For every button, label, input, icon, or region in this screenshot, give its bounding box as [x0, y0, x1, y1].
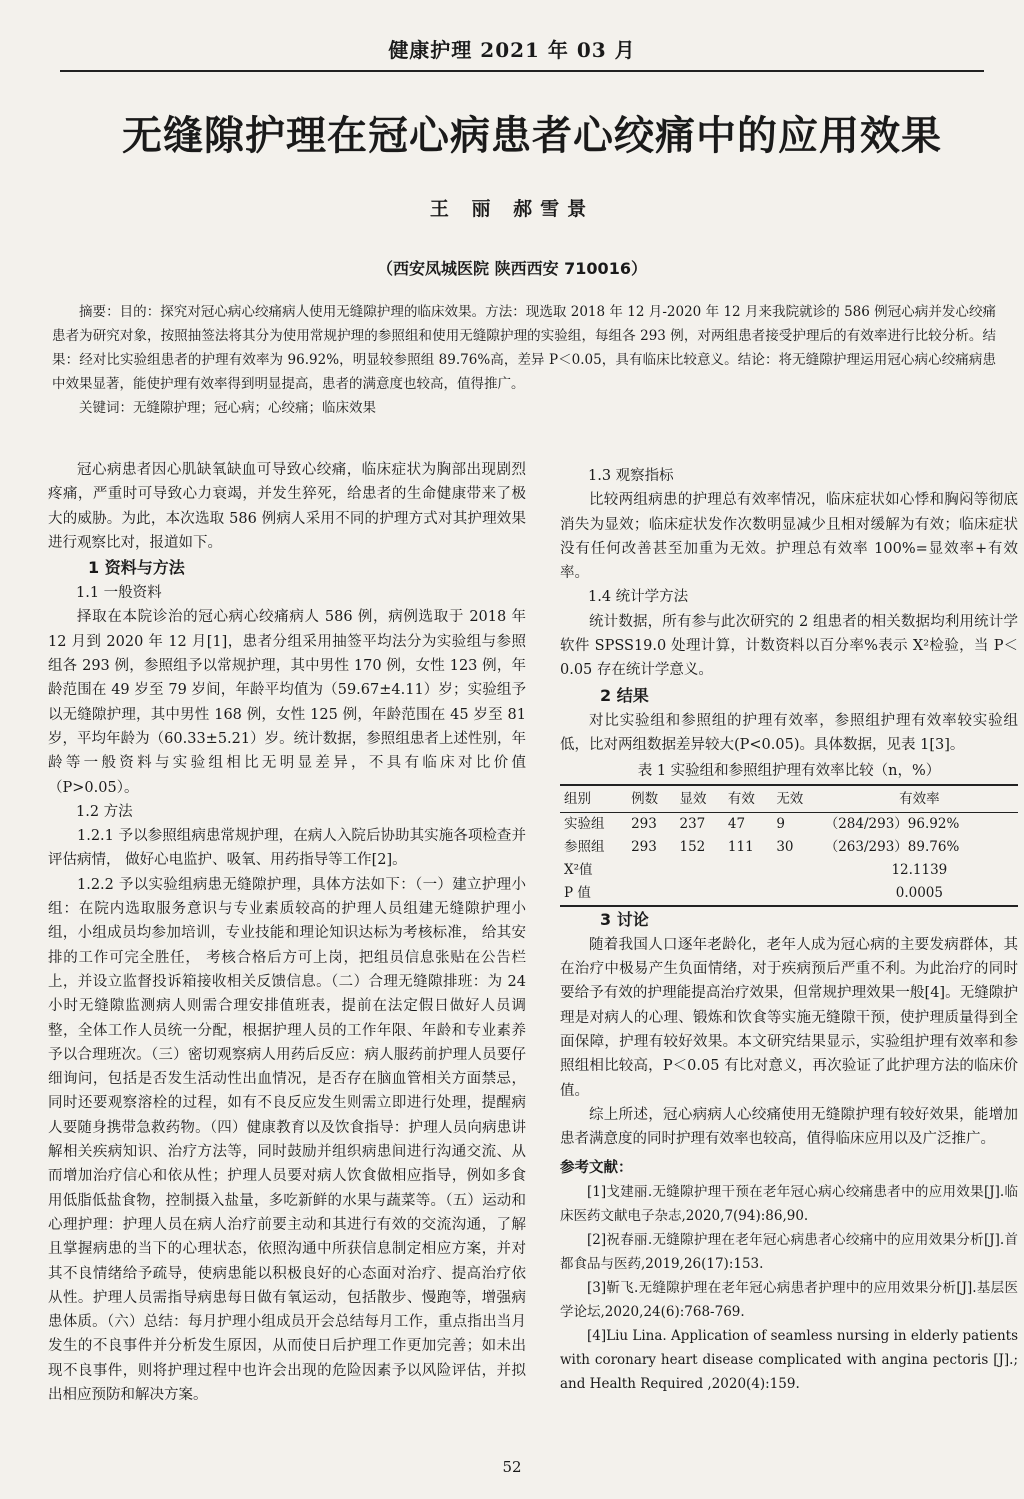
table-cell	[772, 859, 820, 882]
table-cell: X²值	[564, 861, 593, 878]
subsection-heading-statistics: 1.4 统计学方法	[588, 589, 689, 606]
statistics-paragraph: 统计数据，所有参与此次研究的 2 组患者的相关数据均利用统计学软件 SPSS19.0 处理计算，计数资料以百分率%表示 X²检验，当 P＜0.05 存在统计学意义。	[560, 613, 1018, 679]
discussion-paragraph-2: 综上所述，冠心病病人心绞痛使用无缝隙护理有较好效果，能增加患者满意度的同时护理有效率也较高，值得临床应用以及广泛推广。	[560, 1106, 1018, 1148]
table-header-row	[560, 785, 1018, 813]
table-row	[560, 882, 1018, 906]
page-number: 52	[502, 1458, 522, 1476]
reference-item: [3]靳飞.无缝隙护理在老年冠心病患者护理中的应用效果分析[J].基层医学论坛,2020,24(6):768-769.	[560, 1279, 1018, 1320]
section-heading-materials: 1 资料与方法	[88, 558, 185, 578]
table-cell: 293	[631, 815, 657, 832]
results-table	[560, 784, 1018, 907]
table-cell: P 值	[560, 882, 627, 906]
table-cell: 实验组	[564, 815, 605, 832]
table-cell: 30	[776, 838, 794, 855]
table-cell: 111	[727, 838, 754, 855]
table-cell	[724, 882, 772, 906]
subsection-heading-general: 1.1 一般资料	[76, 585, 162, 602]
general-paragraph: 择取在本院诊治的冠心病心绞痛病人 586 例，病例选取于 2018 年 12 月到 2020 年 12 月[1]，患者分组采用抽签平均法分为实验组与参照组各 293 例，参照组予以常规护理，其中男性 170 例，女性 123 例，年龄范围在 49 岁至 79 岁间，年龄平均值为（59.67±4.11）岁；实验组予以无缝隙护理，其中男性 168 例，女性 125 例，年龄范围在 45 岁至 81 岁，平均年龄为（60.33±5.21）岁。统计数据，参照组患者上述性别，年龄等一般资料与实验组相比无明显差异，不具有临床对比价值（P>0.05）。	[48, 609, 526, 796]
section-heading-discussion: 3 讨论	[600, 909, 649, 929]
table-cell	[724, 859, 772, 882]
results-paragraph: 对比实验组和参照组的护理有效率，参照组护理有效率较实验组低，比对两组数据差异较大(P<0.05)。具体数据，见表 1[3]。	[560, 712, 1018, 753]
right-column	[560, 464, 1018, 1396]
table-row	[560, 859, 1018, 882]
table-cell: 参照组	[564, 838, 605, 855]
table-cell: （263/293）89.76%	[824, 838, 960, 855]
table-cell	[627, 882, 675, 906]
table-header-cell: 有效	[724, 785, 772, 813]
reference-item: [1]戈建丽.无缝隙护理干预在老年冠心病心绞痛患者中的应用效果[J].临床医药文献电子杂志,2020,7(94):86,90.	[560, 1183, 1018, 1224]
journal-header: 健康护理 2021 年 03 月	[388, 38, 636, 62]
method-2-paragraph: 1.2.2 予以实验组病患无缝隙护理，具体方法如下：（一）建立护理小组：在院内选取服务意识与专业素质较高的护理人员组建无缝隙护理小组，小组成员均参加培训，专业技能和理论知识达标为考核标准， 给其安排的工作可完全胜任， 考核合格后方可上岗，把组员信息张贴在公告栏上，并设立监督投诉箱接收相关反馈信息。（二）合理无缝隙排班：为 24 小时无缝隙监测病人则需合理安排值班表，提前在法定假日做好人员调整，全体工作人员统一分配，根据护理人员的工作年限、年龄和专业素养予以合理班次。（三）密切观察病人用药后反应：病人服药前护理人员要仔细询问，包括是否发生活动性出血情况，是否存在脑血管相关方面禁忌，同时还要观察溶栓的过程，如有不良反应发生则需立即进行处理，提醒病人要随身携带急救药物。（四）健康教育以及饮食指导：护理人员向病患讲解相关疾病知识、治疗方法等，同时鼓励并组织病患间进行沟通交流、从而增加治疗信心和依从性；护理人员要对病人饮食做相应指导，例如多食用低脂低盐食物，控制摄入盐量，多吃新鲜的水果与蔬菜等。（五）运动和心理护理：护理人员在病人治疗前要主动和其进行有效的交流沟通，了解且掌握病患的当下的心理状态，依照沟通中所获信息制定相应方案，并对其不良情绪给予疏导，使病患能以积极良好的心态面对治疗、提高治疗依从性。护理人员需指导病患每日做有氧运动，包括散步、慢跑等，增强病患体质。（六）总结：每月护理小组成员开会总结每月工作，重点指出当月发生的不良事件并分析发生原因，从而使日后护理工作更加完善；如未出现不良事件，则将护理过程中也许会出现的危险因素予以风险评估，并拟出相应预防和解决方案。	[48, 876, 526, 1403]
table-cell	[676, 859, 724, 882]
table-header-cell: 有效率	[821, 785, 1018, 813]
table-cell	[627, 859, 675, 882]
observation-paragraph: 比较两组病患的护理总有效率情况，临床症状如心悸和胸闷等彻底消失为显效；临床症状发作次数明显减少且相对缓解为有效；临床症状没有任何改善甚至加重为无效。护理总有效率 100%=显效率+有效率。	[560, 492, 1018, 582]
table-header-cell: 显效	[676, 785, 724, 813]
table-header-cell: 例数	[627, 785, 675, 813]
table-cell: 47	[727, 815, 746, 832]
intro-paragraph: 冠心病患者因心肌缺氧缺血可导致心绞痛，临床症状为胸部出现剧烈疼痛，严重时可导致心力衰竭，并发生猝死，给患者的生命健康带来了极大的威胁。为此，本次选取 586 例病人采用不同的护理方式对其护理效果进行观察比对，报道如下。	[48, 462, 526, 551]
paper-title: 无缝隙护理在冠心病患者心绞痛中的应用效果	[122, 113, 942, 159]
table-cell: 293	[631, 838, 657, 855]
table-cell: 152	[679, 838, 706, 855]
table-cell: 9	[776, 815, 785, 832]
subsection-heading-methods: 1.2 方法	[76, 803, 133, 820]
table-cell: 237	[679, 815, 706, 832]
table-cell: 12.1139	[891, 861, 948, 878]
table-cell: 0.0005	[821, 882, 1018, 906]
table-row	[560, 812, 1018, 836]
authors: 王 丽 郝雪景	[429, 198, 595, 220]
table-cell	[676, 882, 724, 906]
keywords: 关键词：无缝隙护理；冠心病；心绞痛；临床效果	[79, 400, 376, 416]
table-header-cell: 组别	[560, 785, 627, 813]
table-header-cell: 无效	[772, 785, 820, 813]
table-caption: 表 1 实验组和参照组护理有效率比较（n，%）	[637, 763, 941, 780]
abstract-block	[52, 300, 996, 420]
left-column	[48, 458, 526, 1407]
references-heading: 参考文献：	[560, 1159, 633, 1176]
abstract: 摘要：目的：探究对冠心病心绞痛病人使用无缝隙护理的临床效果。方法：现选取 2018 年 12 月-2020 年 12 月来我院就诊的 586 例冠心病并发心绞痛患者为研究对象，按照抽签法将其分为使用常规护理的参照组和使用无缝隙护理的实验组，每组各 293 例，对两组患者接受护理后的有效率进行比较分析。结果：经对比实验组患者的护理有效率为 96.92%，明显较参照组 89.76%高，差异 P＜0.05，具有临床比较意义。结论：将无缝隙护理运用冠心病心绞痛病患中效果显著，能使护理有效率得到明显提高，患者的满意度也较高，值得推广。	[52, 304, 996, 392]
subsection-heading-observation: 1.3 观察指标	[588, 468, 674, 484]
discussion-paragraph-1: 随着我国人口逐年老龄化，老年人成为冠心病的主要发病群体，其在治疗中极易产生负面情绪，对于疾病预后严重不利。为此治疗的同时要给予有效的护理能提高治疗效果，但常规护理效果一般[4]。无缝隙护理是对病人的心理、锻炼和饮食等实施无缝隙干预，使护理质量得到全面保障，护理有较好效果。本文研究结果显示，实验组护理有效率和参照组相比较高，P＜0.05 有比对意义，再次验证了此护理方法的临床价值。	[560, 936, 1018, 1099]
table-cell	[772, 882, 820, 906]
table-row	[560, 836, 1018, 859]
reference-item: [4]Liu Lina. Application of seamless nursing in elderly patients with coronary heart disease complicated with angina pectoris [J].; and Health Required ,2020(4):159.	[560, 1327, 1018, 1392]
header-rule	[60, 70, 984, 72]
section-heading-results: 2 结果	[600, 685, 649, 705]
table-cell: （284/293）96.92%	[824, 815, 960, 832]
affiliation: （西安凤城医院 陕西西安 710016）	[377, 259, 647, 278]
reference-item: [2]祝春丽.无缝隙护理在老年冠心病患者心绞痛中的应用效果分析[J].首都食品与医药,2019,26(17):153.	[560, 1231, 1018, 1272]
method-1-paragraph: 1.2.1 予以参照组病患常规护理，在病人入院后协助其实施各项检查并评估病情， 做好心电监护、吸氧、用药指导等工作[2]。	[48, 828, 526, 869]
